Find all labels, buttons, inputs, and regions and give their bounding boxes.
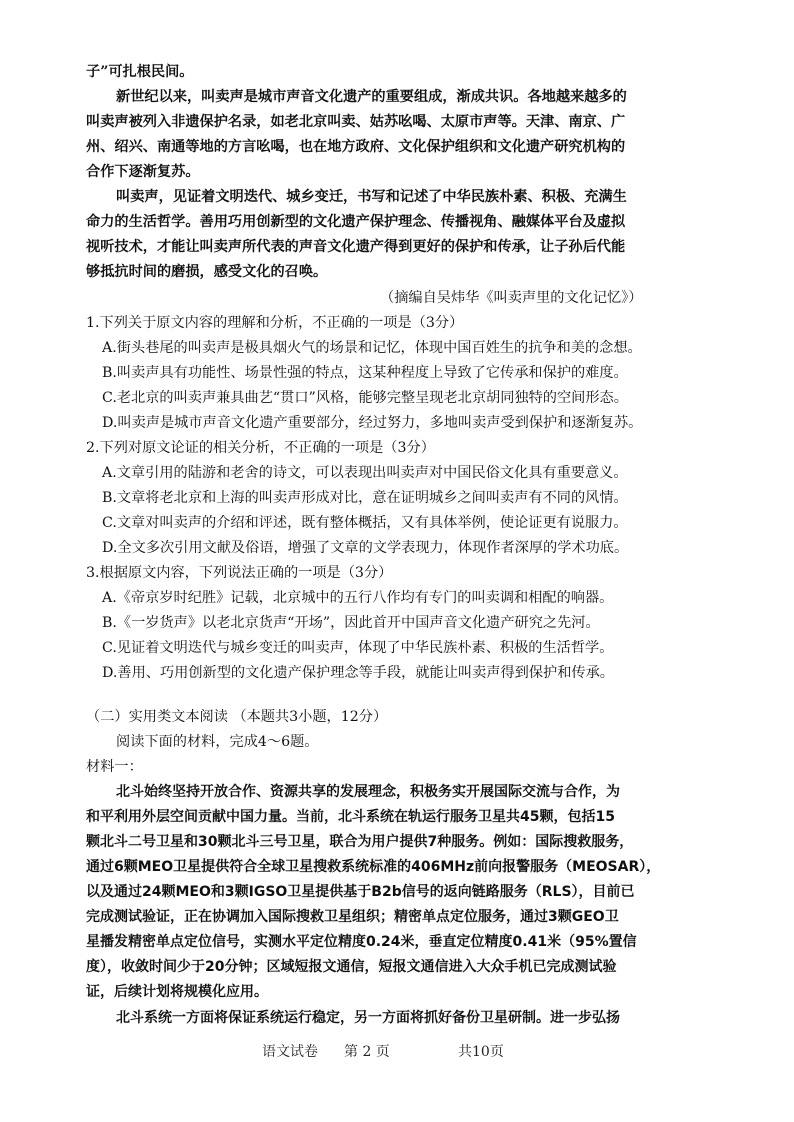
passage-source: （摘编自吴炜华《叫卖声里的文化记忆》） xyxy=(380,290,643,306)
question-option: D.善用、巧用创新型的文化遗产保护理念等手段，就能让叫卖声得到保护和传承。 xyxy=(102,665,614,681)
material-line: 北斗系统一方面将保证系统运行稳定，另一方面将抓好备份卫星研制。进一步弘扬 xyxy=(116,1010,620,1026)
section-instruction: 阅读下面的材料，完成4～6题。 xyxy=(116,734,319,750)
material-line: 以及通过24颗MEO和3颗IGSO卫星提供基于B2b信号的返向链路服务（RLS），目前已 xyxy=(86,884,635,900)
question-option: C.老北京的叫卖声兼具曲艺“贯口”风格，能够完整呈现老北京胡同独特的空间形态。 xyxy=(102,390,628,406)
section-heading: （二）实用类文本阅读 （本题共3小题，12分） xyxy=(86,709,388,725)
passage-line: 视听技术，才能让叫卖声所代表的声音文化遗产得到更好的保护和传承，让子孙后代能 xyxy=(86,239,626,255)
question-option: B.《一岁货声》以老北京货声“开场”，因此首开中国声音文化遗产研究之先河。 xyxy=(102,615,600,631)
material-line: 完成测试验证，正在协调加入国际搜救卫星组织；精密单点定位服务，通过3颗GEO卫 xyxy=(86,909,619,925)
material-line: 北斗始终坚持开放合作、资源共享的发展理念，积极务实开展国际交流与合作，为 xyxy=(116,784,620,800)
question-option: C.文章对叫卖声的介绍和评述，既有整体概括，又有具体举例，使论证更有说服力。 xyxy=(102,515,628,531)
footer-subject: 语文试卷 xyxy=(262,1044,318,1060)
passage-line: 合作下逐渐复苏。 xyxy=(86,164,200,180)
question-option: A.街头巷尾的叫卖声是极具烟火气的场景和记忆，体现中国百姓生的抗争和美的念想。 xyxy=(102,340,642,356)
material-line: 度），收敛时间少于20分钟；区域短报文通信，短报文通信进入大众手机已完成测试验 xyxy=(86,959,617,975)
question-stem: 3.根据原文内容，下列说法正确的一项是（3分） xyxy=(86,565,393,581)
footer-page-number: 第 2 页 xyxy=(344,1044,390,1060)
question-option: D.叫卖声是城市声音文化遗产重要部分，经过努力，多地叫卖声受到保护和逐渐复苏。 xyxy=(102,415,643,431)
question-option: C.见证着文明迭代与城乡变迁的叫卖声，体现了中华民族朴素、积极的生活哲学。 xyxy=(102,640,614,656)
passage-line: 叫卖声被列入非遗保护名录，如老北京叫卖、姑苏吆喝、太原市声等。天津、南京、广 xyxy=(86,114,626,130)
question-stem: 1.下列关于原文内容的理解和分析，不正确的一项是（3分） xyxy=(86,315,464,331)
question-option: A.文章引用的陆游和老舍的诗文，可以表现出叫卖声对中国民俗文化具有重要意义。 xyxy=(102,465,628,481)
passage-line: 够抵抗时间的磨损，感受文化的召唤。 xyxy=(86,264,328,280)
passage-line: 命力的生活哲学。善用巧用创新型的文化遗产保护理念、传播视角、融媒体平台及虚拟 xyxy=(86,214,626,230)
material-line: 和平利用外层空间贡献中国力量。当前，北斗系统在轨运行服务卫星共45颗，包括15 xyxy=(86,809,615,825)
question-stem: 2.下列对原文论证的相关分析，不正确的一项是（3分） xyxy=(86,440,435,456)
question-option: A.《帝京岁时纪胜》记载，北京城中的五行八作均有专门的叫卖调和相配的响器。 xyxy=(102,590,614,606)
material-line: 证，后续计划将规模化应用。 xyxy=(86,984,268,1000)
footer-total-pages: 共10页 xyxy=(458,1044,504,1060)
question-option: D.全文多次引用文献及俗语，增强了文章的文学表现力，体现作者深厚的学术功底。 xyxy=(102,540,629,556)
passage-line: 新世纪以来，叫卖声是城市声音文化遗产的重要组成，渐成共识。各地越来越多的 xyxy=(116,89,627,105)
passage-line: 子”可扎根民间。 xyxy=(86,64,194,80)
material-label: 材料一： xyxy=(86,759,143,775)
question-option: B.叫卖声具有功能性、场景性强的特点，这某种程度上导致了它传承和保护的难度。 xyxy=(102,365,628,381)
material-line: 通过6颗MEO卫星提供符合全球卫星搜救系统标准的406MHz前向报警服务（MEOSAR）， xyxy=(86,859,661,875)
passage-line: 叫卖声，见证着文明迭代、城乡变迁，书写和记述了中华民族朴素、积极、充满生 xyxy=(116,189,627,205)
passage-line: 州、绍兴、南通等地的方言吆喝，也在地方政府、文化保护组织和文化遗产研究机构的 xyxy=(86,139,626,155)
material-line: 星播发精密单点定位信号，实测水平定位精度0.24米，垂直定位精度0.41米（95%置信 xyxy=(86,934,637,950)
question-option: B.文章将老北京和上海的叫卖声形成对比，意在证明城乡之间叫卖声有不同的风情。 xyxy=(102,490,628,506)
material-line: 颗北斗二号卫星和30颗北斗三号卫星，联合为用户提供7种服务。例如：国际搜救服务， xyxy=(86,834,634,850)
